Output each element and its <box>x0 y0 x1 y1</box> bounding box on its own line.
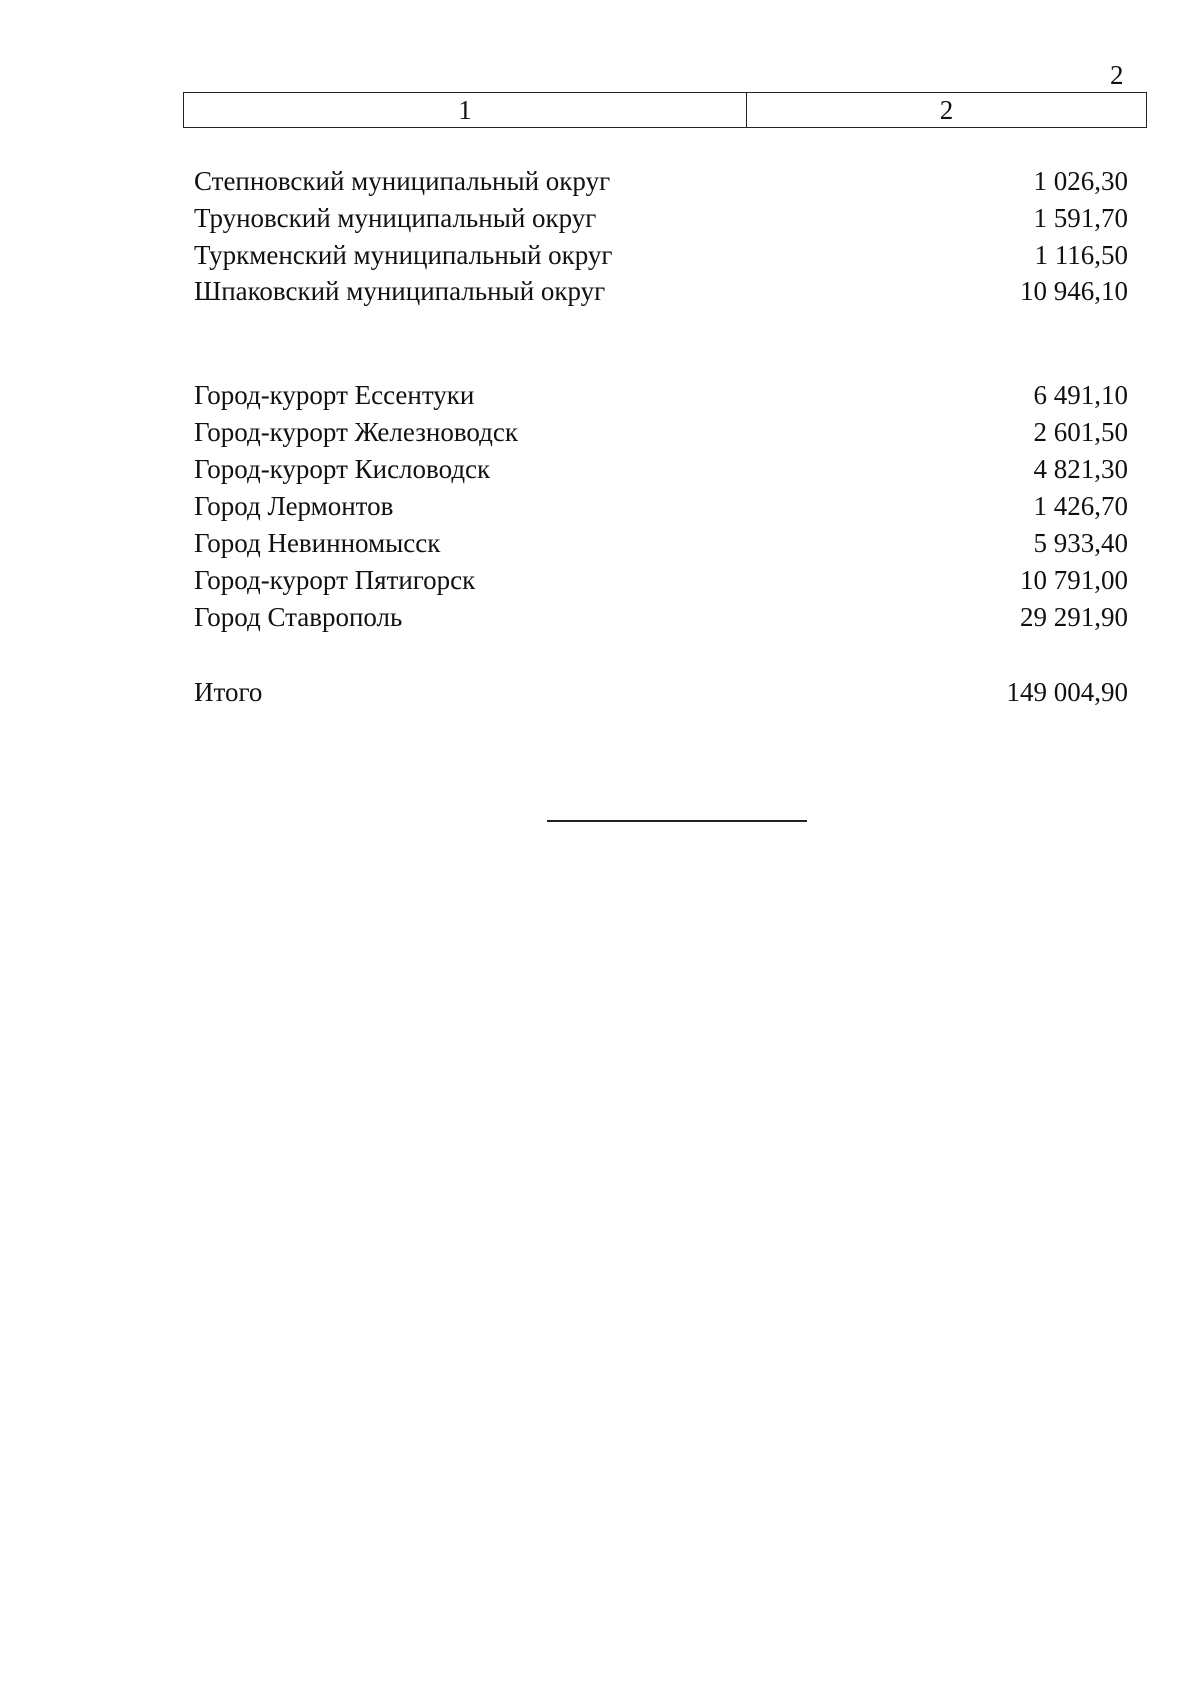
table-row <box>194 378 1128 412</box>
total-row <box>194 675 1128 709</box>
city-name: Город Ставрополь <box>194 602 403 632</box>
amount-value: 1 026,30 <box>1033 166 1128 196</box>
column-header-1: 1 <box>184 93 747 127</box>
city-name: Город-курорт Ессентуки <box>194 380 475 410</box>
table-row <box>194 201 1128 235</box>
table-row <box>194 274 1128 308</box>
table-header <box>183 92 1147 128</box>
table-row <box>194 415 1128 449</box>
amount-value: 5 933,40 <box>1033 528 1128 558</box>
district-name: Труновский муниципальный округ <box>194 203 597 233</box>
amount-value: 1 116,50 <box>1034 240 1128 270</box>
city-name: Город-курорт Кисловодск <box>194 454 491 484</box>
table-row <box>194 489 1128 523</box>
total-label: Итого <box>194 677 263 707</box>
amount-value: 10 791,00 <box>1020 565 1128 595</box>
table-row <box>194 563 1128 597</box>
amount-value: 2 601,50 <box>1033 417 1128 447</box>
column-header-2: 2 <box>939 95 954 125</box>
amount-value: 10 946,10 <box>1020 276 1128 306</box>
city-name: Город-курорт Железноводск <box>194 417 518 447</box>
table-row <box>194 526 1128 560</box>
table-row <box>194 164 1128 198</box>
amount-value: 1 591,70 <box>1033 203 1128 233</box>
district-name: Степновский муниципальный округ <box>194 166 611 196</box>
end-of-document-rule <box>547 820 807 822</box>
amount-value: 29 291,90 <box>1020 602 1128 632</box>
table-row <box>194 600 1128 634</box>
page-number: 2 <box>1110 60 1124 90</box>
district-name: Шпаковский муниципальный округ <box>194 276 606 306</box>
amount-value: 1 426,70 <box>1033 491 1128 521</box>
city-name: Город Лермонтов <box>194 491 394 521</box>
table-row <box>194 238 1128 272</box>
amount-value: 6 491,10 <box>1033 380 1128 410</box>
table-row <box>194 452 1128 486</box>
total-value: 149 004,90 <box>1006 677 1128 707</box>
district-name: Туркменский муниципальный округ <box>194 240 613 270</box>
city-name: Город-курорт Пятигорск <box>194 565 476 595</box>
city-name: Город Невинномысск <box>194 528 441 558</box>
amount-value: 4 821,30 <box>1033 454 1128 484</box>
